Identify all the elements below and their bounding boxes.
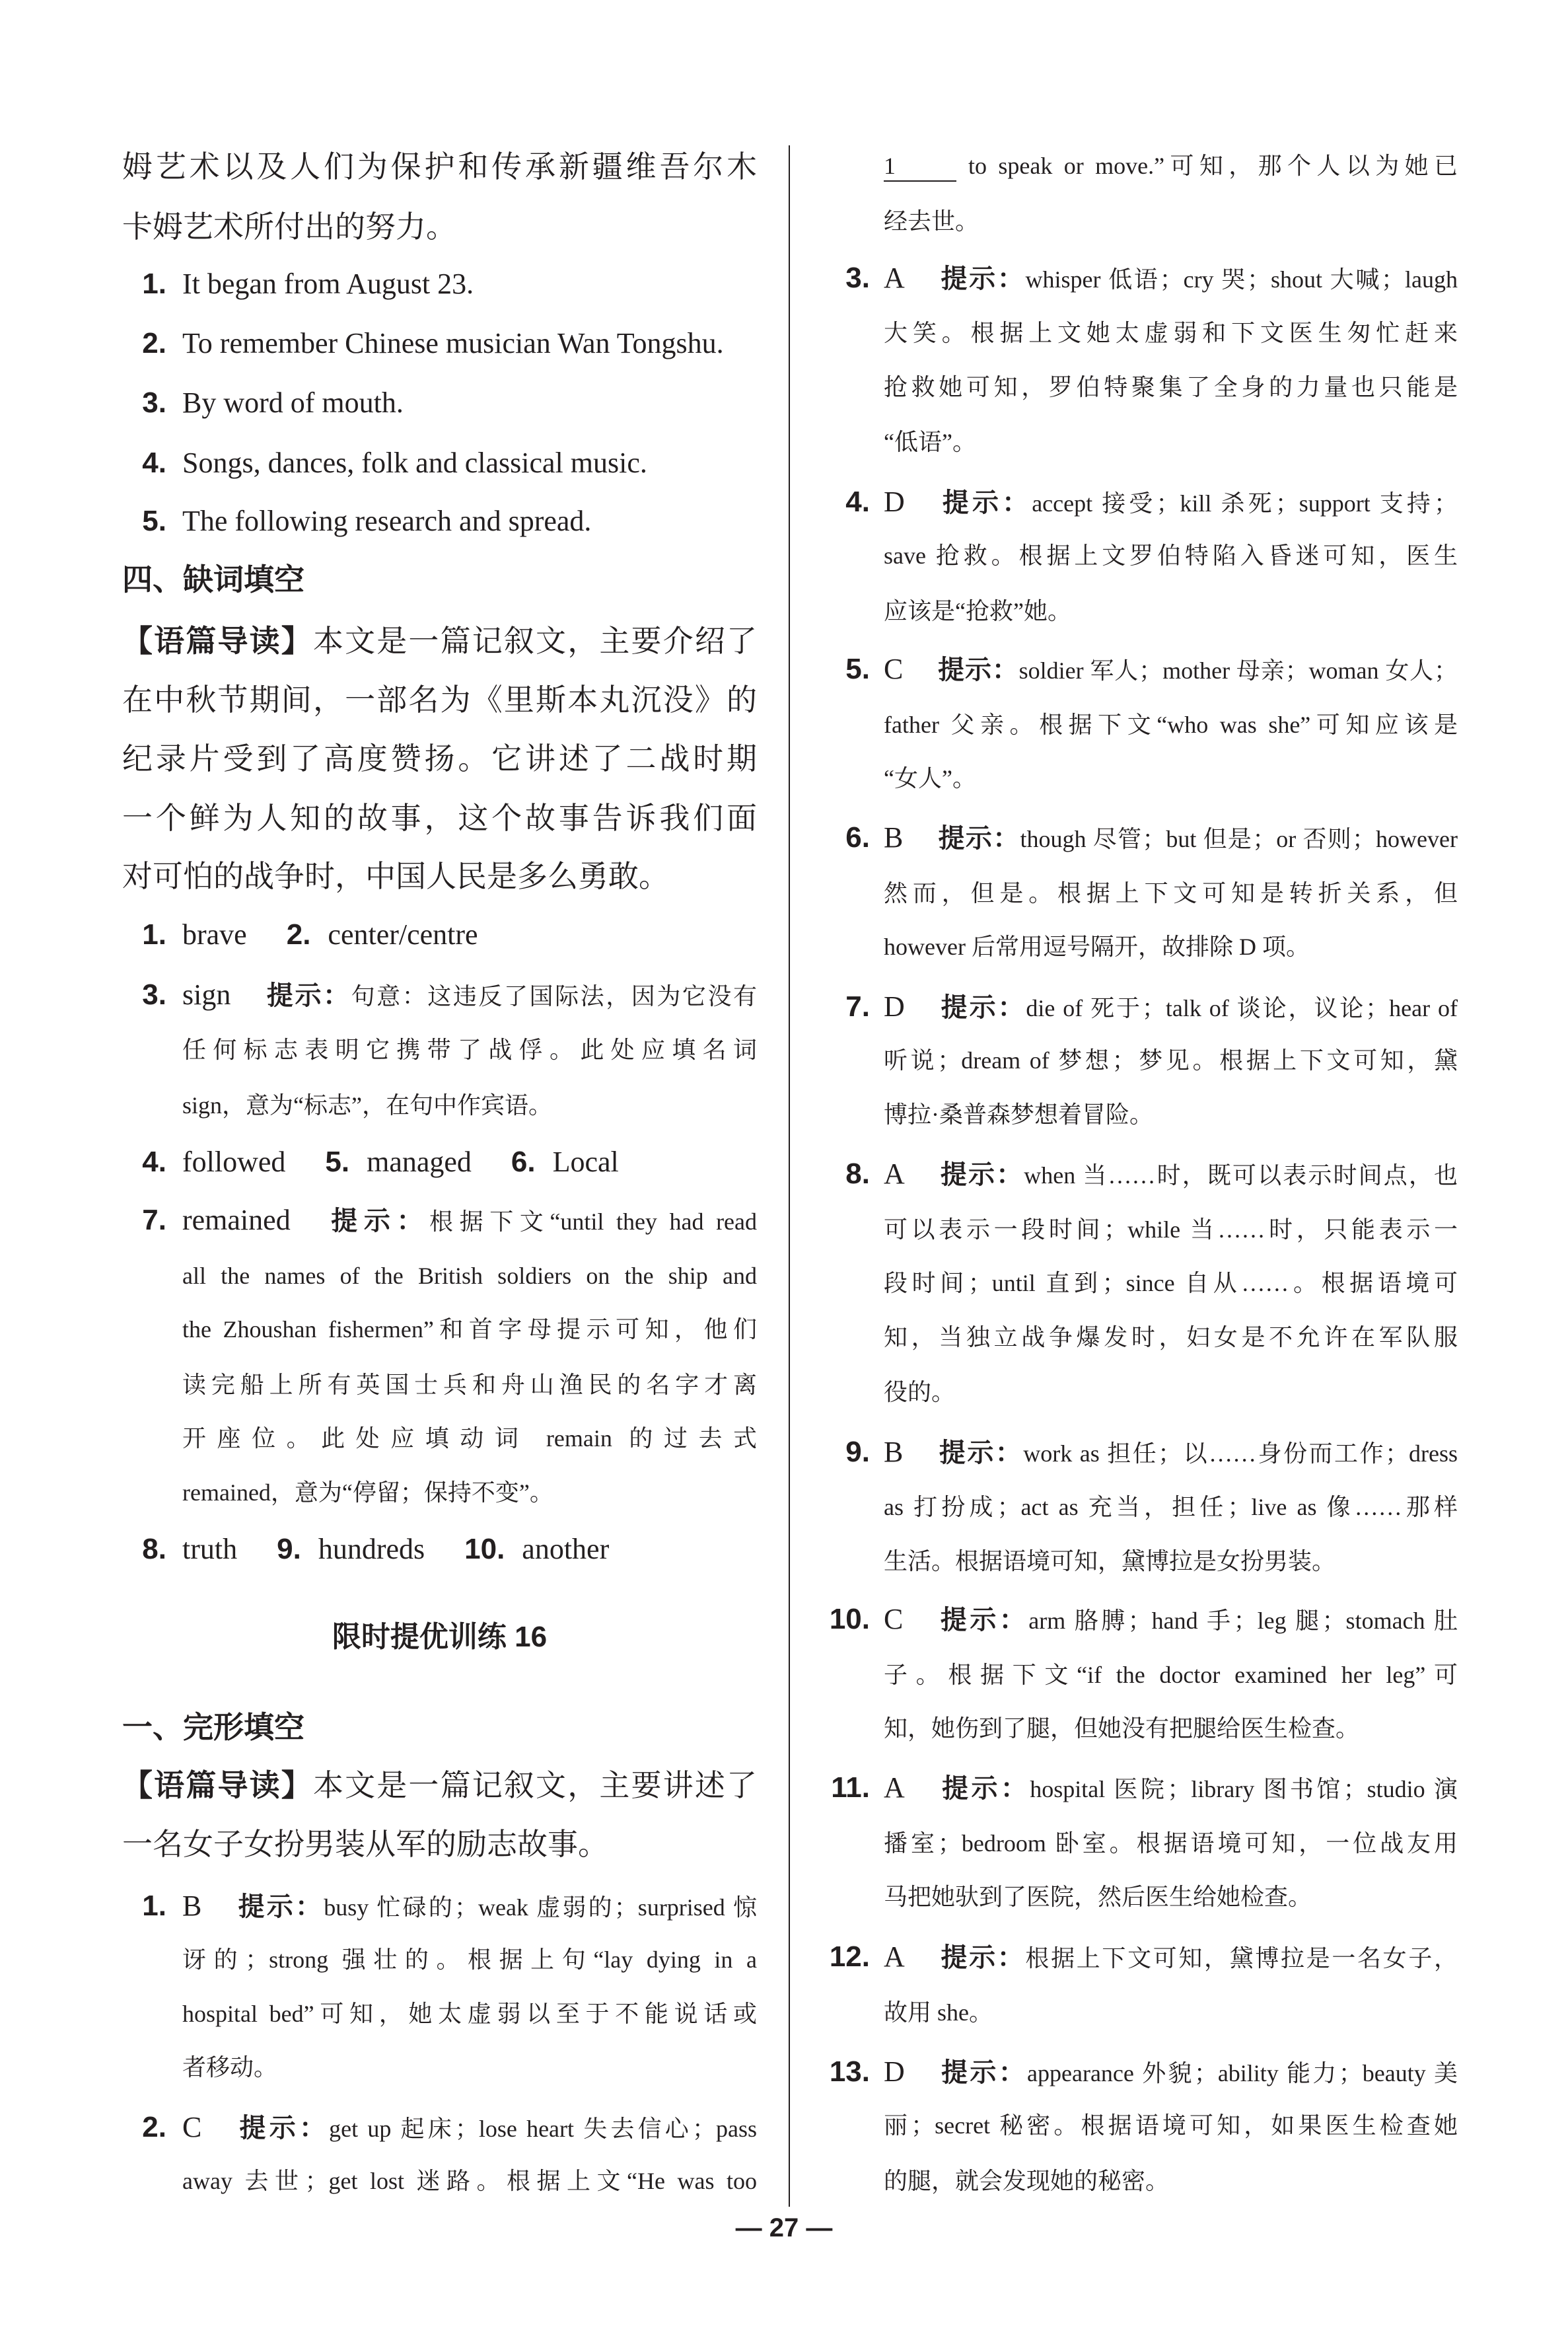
answer-item	[884, 252, 1458, 305]
text: 对可怕的战争时，中国人民是多么勇敢。	[122, 860, 669, 893]
answer-item	[182, 2101, 757, 2154]
answer-item	[182, 1533, 238, 1565]
answer: B	[884, 1436, 904, 1468]
hint-text: hospital 医院；library 图书馆；studio 演	[1030, 1776, 1458, 1802]
hint-line	[884, 585, 1458, 638]
hint-line	[182, 1303, 757, 1356]
text: “女人”。	[884, 765, 976, 792]
answer: C	[884, 1603, 904, 1635]
text: 者移动。	[182, 2054, 278, 2081]
section-heading: 四、缺词填空	[122, 562, 304, 597]
hint-line	[884, 1986, 1458, 2039]
hint-line	[884, 307, 1458, 359]
answer-item	[182, 1146, 286, 1178]
text: 知，当独立战争爆发时，妇女是不允许在军队服	[884, 1324, 1458, 1350]
hint-text: appearance 外貌；ability 能力；beauty 美	[1027, 2060, 1458, 2086]
hint-line	[182, 2041, 757, 2094]
answer-row	[182, 908, 478, 961]
answer-item	[182, 377, 757, 429]
answer-item	[325, 1146, 472, 1178]
answer: another	[522, 1533, 610, 1565]
hint-label: 提示：	[939, 1774, 1030, 1803]
answer: D	[884, 990, 905, 1023]
answer: B	[182, 1890, 202, 1922]
text: sign，意为“标志”，在句中作宾语。	[182, 1092, 552, 1119]
section-title: 限时提优训练 16	[332, 1621, 548, 1653]
text: 经去世。	[884, 208, 980, 235]
item-number: 4.	[845, 486, 870, 518]
answer: remained	[182, 1204, 291, 1236]
hint-line	[884, 867, 1458, 920]
hint-text: whisper 低语；cry 哭；shout 大喊；laugh	[1025, 266, 1458, 293]
answer: A	[884, 1771, 905, 1804]
text: 纪录片受到了高度赞扬。它讲述了二战时期	[122, 742, 757, 776]
item-number: 1.	[142, 918, 166, 951]
hint-text: get up 起床；lose heart 失去信心；pass	[329, 2116, 757, 2142]
item-number: 2.	[142, 327, 166, 359]
text: 故用 she。	[884, 1999, 993, 2026]
answer-item	[884, 1931, 1458, 1983]
hint-line	[884, 1366, 1458, 1419]
hint-text: work as 担任；以……身份而工作；dress	[1023, 1440, 1458, 1467]
hint-line	[182, 1412, 757, 1465]
hint-line	[884, 752, 1458, 805]
hint-line	[884, 1817, 1458, 1870]
text: 可以表示一段时间；while 当……时，只能表示一	[884, 1216, 1458, 1243]
paragraph-line	[122, 674, 757, 727]
paragraph-line	[122, 792, 757, 845]
hint-line	[884, 1203, 1458, 1256]
hint-label: 提示：	[939, 1943, 1026, 1972]
item-number: 7.	[845, 990, 870, 1023]
text: 知，她伤到了腿，但她没有把腿给医生检查。	[884, 1715, 1360, 1742]
hint-line	[884, 1088, 1458, 1141]
hint-line	[182, 1933, 757, 1986]
guide-intro	[122, 614, 757, 667]
text: 丽；secret 秘密。根据语境可知，如果医生检查她	[884, 2112, 1458, 2139]
item-number: 3.	[845, 262, 870, 294]
item-number: 2.	[142, 2111, 166, 2143]
item-number: 8.	[845, 1158, 870, 1190]
item-number: 4.	[142, 447, 166, 479]
text: 役的。	[884, 1379, 956, 1405]
hint-line	[884, 1535, 1458, 1588]
paragraph-line	[122, 141, 757, 194]
item-number: 5.	[325, 1146, 350, 1178]
hint-text: arm 胳膊；hand 手；leg 腿；stomach 肚	[1028, 1607, 1458, 1634]
guide-intro	[122, 1759, 757, 1812]
text: 抢救她可知，罗伯特聚集了全身的力量也只能是	[884, 374, 1458, 400]
hint-line	[884, 1481, 1458, 1533]
item-number: 3.	[142, 978, 166, 1011]
text: away 去世；get lost 迷路。根据上文“He was too	[182, 2168, 757, 2194]
section-heading: 一、完形填空	[122, 1710, 304, 1744]
hint-line	[884, 1311, 1458, 1364]
item-number: 10.	[464, 1533, 505, 1565]
text: father 父亲。根据下文“who was she”可知应该是	[884, 712, 1458, 738]
answer: A	[884, 262, 905, 294]
answer: brave	[182, 918, 247, 951]
answer-row	[182, 1136, 619, 1189]
hint-line	[884, 1870, 1458, 1923]
answer: To remember Chinese musician Wan Tongshu.	[182, 327, 724, 359]
text: 的腿，就会发现她的秘密。	[884, 2168, 1170, 2194]
text: 读完船上所有英国士兵和舟山渔民的名字才离	[182, 1372, 757, 1398]
item-number: 8.	[142, 1533, 166, 1565]
answer-item	[182, 1194, 757, 1247]
hint-line	[884, 1702, 1458, 1755]
hint-line	[884, 139, 1458, 192]
answer-item	[884, 2046, 1458, 2098]
answer: B	[884, 821, 904, 854]
answer: It began from August 23.	[182, 268, 474, 300]
hint-text: 根据上下文可知，黛博拉是一名女子，	[1025, 1945, 1458, 1972]
answer: sign	[182, 978, 231, 1011]
hint-text: 根据下文“until they had read	[429, 1208, 758, 1235]
text: however 后常用逗号隔开，故排除 D 项。	[884, 934, 1310, 960]
answer-item	[182, 258, 757, 311]
answer-item	[464, 1533, 610, 1565]
hint-line	[182, 1249, 757, 1302]
answer: Local	[552, 1146, 619, 1178]
item-number: 4.	[142, 1146, 166, 1178]
text: 任何标志表明它携带了战俘。此处应填名词	[182, 1037, 757, 1063]
item-number: 5.	[142, 505, 166, 537]
answer-item	[182, 495, 757, 548]
answer: A	[884, 1158, 905, 1190]
hint-line	[182, 1023, 757, 1076]
blank-number: 1	[884, 151, 956, 182]
text: save 抢救。根据上文罗伯特陷入昏迷可知，医生	[884, 542, 1458, 569]
paragraph-line	[122, 850, 757, 903]
item-number: 1.	[142, 1890, 166, 1922]
item-number: 1.	[142, 268, 166, 300]
answer: C	[884, 653, 904, 685]
hint-text: 句意：这违反了国际法，因为它没有	[351, 983, 757, 1010]
text: hospital bed”可知，她太虚弱以至于不能说话或	[182, 2001, 757, 2027]
text: 大笑。根据上文她太虚弱和下文医生匆忙赶来	[884, 320, 1458, 346]
hint-label: 提示：	[937, 655, 1019, 684]
hint-text: when 当……时，既可以表示时间点，也	[1024, 1162, 1458, 1189]
text: 本文是一篇记叙文，主要讲述了	[312, 1769, 758, 1802]
text: 听说；dream of 梦想；梦见。根据上下文可知，黛	[884, 1047, 1458, 1074]
hint-line	[884, 1257, 1458, 1310]
text: 本文是一篇记叙文，主要介绍了	[312, 624, 758, 658]
text: 姆艺术以及人们为保护和传承新疆维吾尔木	[122, 150, 757, 184]
item-number: 6.	[845, 821, 870, 854]
text: 马把她驮到了医院，然后医生给她检查。	[884, 1884, 1312, 1910]
hint-line	[884, 416, 1458, 468]
text: 播室；bedroom 卧室。根据语境可知，一位战友用	[884, 1830, 1458, 1857]
hint-label: 提示：	[939, 1160, 1024, 1189]
hint-line	[884, 195, 1458, 248]
answer-item	[884, 1593, 1458, 1646]
text: 段时间；until 直到；since 自从……。根据语境可	[884, 1270, 1458, 1296]
hint-label: 提示：	[236, 2114, 330, 2143]
guide-label: 【语篇导读】	[122, 624, 313, 658]
hint-line	[884, 529, 1458, 582]
hint-line	[884, 1034, 1458, 1087]
answer-item	[884, 643, 1458, 696]
guide-label: 【语篇导读】	[122, 1768, 313, 1802]
hint-label: 提示：	[939, 2058, 1028, 2087]
answer: managed	[367, 1146, 472, 1178]
hint-label: 提示：	[937, 1605, 1029, 1635]
hint-text: die of 死于；talk of 谈论，议论；hear of	[1026, 995, 1458, 1021]
item-number: 7.	[142, 1204, 166, 1236]
text: to speak or move.”可知，那个人以为她已	[968, 153, 1458, 179]
hint-line	[884, 1648, 1458, 1701]
answer: hundreds	[318, 1533, 425, 1565]
hint-label: 提示：	[937, 824, 1020, 853]
paragraph-line	[122, 201, 757, 254]
answer-item	[277, 1533, 425, 1565]
text: 开座位。此处应填动词 remain 的过去式	[182, 1425, 757, 1452]
hint-label: 提示：	[236, 1892, 324, 1921]
text: 一个鲜为人知的故事，这个故事告诉我们面	[122, 801, 757, 835]
answer: followed	[182, 1146, 286, 1178]
answer: Songs, dances, folk and classical music.	[182, 447, 647, 479]
answer-item	[884, 980, 1458, 1033]
answer-item	[884, 811, 1458, 864]
hint-text: soldier 军人；mother 母亲；woman 女人；	[1018, 657, 1458, 684]
hint-label: 提示：	[939, 264, 1026, 293]
hint-label: 提示：	[937, 1438, 1024, 1467]
text: 然而，但是。根据上下文可知是转折关系，但	[884, 880, 1458, 906]
hint-label: 提示：	[939, 488, 1032, 517]
item-number: 9.	[277, 1533, 301, 1565]
hint-line	[182, 1987, 757, 2040]
text: 讶的；strong 强壮的。根据上句“lay dying in a	[182, 1946, 757, 1973]
answer: D	[884, 2055, 905, 2088]
text: 生活。根据语境可知，黛博拉是女扮男装。	[884, 1548, 1336, 1574]
answer-item	[884, 1148, 1458, 1200]
answer: By word of mouth.	[182, 387, 404, 419]
item-number: 12.	[829, 1940, 870, 1973]
answer-item	[182, 969, 757, 1021]
text: 子。根据下文“if the doctor examined her leg”可	[884, 1662, 1458, 1688]
text: the Zhoushan fishermen”和首字母提示可知，他们	[182, 1316, 757, 1343]
text: 一名女子女扮男装从军的励志故事。	[122, 1827, 608, 1861]
answer-item	[884, 1426, 1458, 1479]
answer: center/centre	[328, 918, 478, 951]
answer-item	[511, 1146, 619, 1178]
hint-line	[884, 698, 1458, 751]
item-number: 9.	[845, 1436, 870, 1468]
hint-line	[182, 1079, 757, 1132]
hint-line	[884, 361, 1458, 414]
hint-line	[884, 2099, 1458, 2152]
hint-label: 提示：	[265, 981, 351, 1010]
answer-item	[286, 918, 478, 951]
hint-line	[182, 2155, 757, 2207]
page-number: — 27 —	[735, 2213, 833, 2242]
item-number: 5.	[845, 653, 870, 685]
hint-text: though 尽管；but 但是；or 否则；however	[1020, 826, 1458, 852]
text: all the names of the British soldiers on the ship and	[182, 1263, 757, 1289]
text: 在中秋节期间，一部名为《里斯本丸沉没》的	[122, 683, 757, 717]
answer: A	[884, 1940, 905, 1973]
answer-row	[182, 1523, 609, 1576]
hint-text: accept 接受；kill 杀死；support 支持；	[1032, 490, 1458, 517]
item-number: 3.	[142, 387, 166, 419]
answer-item	[182, 317, 757, 370]
item-number: 2.	[286, 918, 311, 951]
item-number: 13.	[829, 2055, 870, 2088]
item-number: 10.	[829, 1603, 870, 1635]
hint-line	[182, 1466, 757, 1519]
answer: C	[182, 2111, 202, 2143]
hint-label: 提示：	[939, 993, 1026, 1022]
text: 应该是“抢救”她。	[884, 598, 1071, 624]
answer: truth	[182, 1533, 238, 1565]
answer-item	[182, 918, 247, 951]
text: as 打扮成；act as 充当，担任；live as 像……那样	[884, 1494, 1458, 1520]
answer-item	[182, 1880, 757, 1933]
answer: D	[884, 486, 905, 518]
paragraph-line	[122, 1818, 757, 1871]
hint-text: busy 忙碌的；weak 虚弱的；surprised 惊	[324, 1894, 757, 1921]
text: “低语”。	[884, 429, 976, 455]
answer-item	[182, 437, 757, 490]
text: 博拉·桑普森梦想着冒险。	[884, 1101, 1153, 1128]
text: 卡姆艺术所付出的努力。	[122, 210, 456, 244]
paragraph-line	[122, 733, 757, 786]
hint-line	[884, 2155, 1458, 2207]
answer-item	[884, 1761, 1458, 1814]
item-number: 6.	[511, 1146, 536, 1178]
item-number: 11.	[831, 1771, 870, 1804]
hint-label: 提示：	[324, 1206, 430, 1236]
text: remained，意为“停留；保持不变”。	[182, 1479, 553, 1506]
column-divider	[789, 145, 790, 2207]
hint-line	[182, 1358, 757, 1411]
answer-item	[884, 476, 1458, 529]
answer: The following research and spread.	[182, 505, 592, 537]
hint-line	[884, 920, 1458, 973]
